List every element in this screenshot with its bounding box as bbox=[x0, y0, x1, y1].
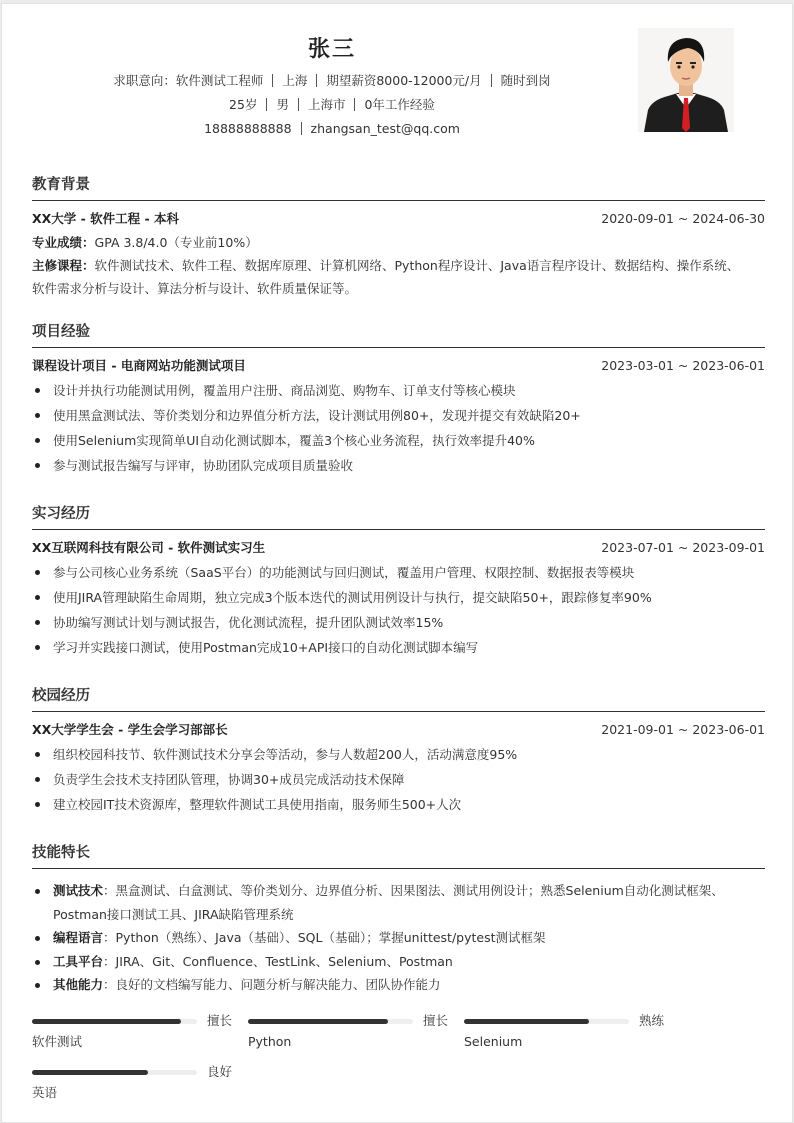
skill-detail: ：黑盒测试、白盒测试、等价类划分、边界值分析、因果图法、测试用例设计；熟悉Selenium自动化测试框架、 bbox=[103, 883, 724, 898]
divider bbox=[301, 122, 302, 135]
skill-detail: ：Python（熟练）、Java（基础）、SQL（基础）；掌握unittest/pytest测试框架 bbox=[103, 930, 546, 945]
phone-number: 18888888888 bbox=[204, 121, 292, 136]
email-address: zhangsan_test@qq.com bbox=[310, 121, 460, 136]
internship-bullets bbox=[32, 560, 765, 660]
resume-page bbox=[1, 3, 793, 1123]
divider bbox=[266, 98, 267, 111]
skill-bar-python bbox=[248, 1012, 448, 1062]
skill-track bbox=[32, 1019, 197, 1024]
expected-salary: 期望薪资8000-12000元/月 bbox=[326, 73, 482, 88]
age: 25岁 bbox=[229, 97, 258, 112]
campus-entry-header bbox=[32, 720, 765, 742]
internship-entry-header bbox=[32, 538, 765, 560]
skill-name: 软件测试 bbox=[32, 1034, 83, 1049]
campus-bullets bbox=[32, 742, 765, 817]
list-item bbox=[32, 973, 765, 997]
skill-bar-english bbox=[32, 1063, 232, 1113]
list-item: 使用Selenium实现简单UI自动化测试脚本，覆盖3个核心业务流程，执行效率提升40% bbox=[32, 428, 765, 453]
gpa-value: GPA 3.8/4.0（专业前10%） bbox=[94, 235, 258, 250]
gpa-line bbox=[32, 231, 765, 254]
campus-entry-title: XX大学学生会 - 学生会学习部部长 bbox=[32, 722, 228, 737]
skill-level: 熟练 bbox=[639, 1013, 665, 1028]
section-title: 校园经历 bbox=[32, 685, 765, 712]
candidate-name: 张三 bbox=[307, 37, 356, 62]
avatar-photo bbox=[638, 28, 734, 132]
gpa-label: 专业成绩： bbox=[32, 235, 95, 250]
education-entry-header bbox=[32, 209, 765, 231]
list-item: 组织校园科技节、软件测试技术分享会等活动，参与人数超200人，活动满意度95% bbox=[32, 742, 765, 767]
list-item: 设计并执行功能测试用例，覆盖用户注册、商品浏览、购物车、订单支付等核心模块 bbox=[32, 378, 765, 403]
skill-track bbox=[464, 1019, 629, 1024]
project-bullets bbox=[32, 378, 765, 478]
project-entry-title: 课程设计项目 - 电商网站功能测试项目 bbox=[32, 358, 246, 373]
courses-line bbox=[32, 254, 765, 277]
job-intent: 求职意向：软件测试工程师 bbox=[113, 73, 264, 88]
skill-category: 测试技术 bbox=[53, 883, 104, 898]
courses-line-2: 软件需求分析与设计、算法分析与设计、软件质量保证等。 bbox=[32, 281, 358, 296]
resume-header bbox=[2, 4, 794, 154]
skill-bar-selenium bbox=[464, 1012, 664, 1062]
internship-date: 2023-07-01 ~ 2023-09-01 bbox=[601, 540, 765, 555]
internship-entry-title: XX互联网科技有限公司 - 软件测试实习生 bbox=[32, 540, 266, 555]
skill-detail: Postman接口测试工具、JIRA缺陷管理系统 bbox=[53, 906, 294, 922]
skill-category: 工具平台 bbox=[53, 953, 104, 969]
skill-fill bbox=[248, 1019, 388, 1024]
project-date: 2023-03-01 ~ 2023-06-01 bbox=[601, 358, 765, 373]
education-date: 2020-09-01 ~ 2024-06-30 bbox=[601, 211, 765, 226]
campus-section bbox=[32, 685, 765, 817]
skill-track bbox=[32, 1070, 197, 1075]
section-title: 实习经历 bbox=[32, 503, 765, 530]
gender: 男 bbox=[276, 97, 289, 112]
skills-bullets bbox=[32, 879, 765, 997]
education-section bbox=[32, 174, 765, 300]
list-item bbox=[32, 950, 765, 974]
list-item: 协助编写测试计划与测试报告，优化测试流程，提升团队测试效率15% bbox=[32, 610, 765, 635]
skill-track bbox=[248, 1019, 413, 1024]
job-intent-line bbox=[2, 72, 662, 90]
skill-name: 英语 bbox=[32, 1085, 58, 1100]
personal-info-line bbox=[2, 96, 662, 114]
work-experience: 0年工作经验 bbox=[364, 97, 435, 112]
contact-line bbox=[2, 120, 662, 138]
list-item bbox=[32, 926, 765, 950]
list-item: 建立校园IT技术资源库，整理软件测试工具使用指南，服务师生500+人次 bbox=[32, 792, 765, 817]
internship-section bbox=[32, 503, 765, 660]
list-item: 使用JIRA管理缺陷生命周期，独立完成3个版本迭代的测试用例设计与执行，提交缺陷50+，跟踪修复率90% bbox=[32, 585, 765, 610]
skill-category: 编程语言 bbox=[53, 930, 104, 945]
skill-name: Python bbox=[248, 1034, 292, 1049]
residence: 上海市 bbox=[307, 97, 346, 112]
list-item: 学习并实践接口测试，使用Postman完成10+API接口的自动化测试脚本编写 bbox=[32, 635, 765, 660]
courses-label: 主修课程： bbox=[32, 258, 95, 273]
skill-name: Selenium bbox=[464, 1034, 523, 1049]
section-title: 技能特长 bbox=[32, 842, 765, 869]
skill-level: 擅长 bbox=[207, 1013, 233, 1028]
courses-value: 软件测试技术、软件工程、数据库原理、计算机网络、Python程序设计、Java语言程序设计、数据结构、操作系统、 bbox=[94, 258, 740, 273]
availability: 随时到岗 bbox=[500, 73, 551, 88]
education-entry-title: XX大学 - 软件工程 - 本科 bbox=[32, 211, 180, 226]
skill-detail: ：良好的文档编写能力、问题分析与解决能力、团队协作能力 bbox=[103, 977, 441, 992]
skill-level: 良好 bbox=[207, 1064, 233, 1079]
project-entry-header bbox=[32, 356, 765, 378]
list-item: 负责学生会技术支持团队管理，协调30+成员完成活动技术保障 bbox=[32, 767, 765, 792]
divider bbox=[272, 74, 273, 87]
skills-section bbox=[32, 842, 765, 997]
divider bbox=[491, 74, 492, 87]
section-title: 教育背景 bbox=[32, 174, 765, 201]
skill-fill bbox=[32, 1070, 148, 1075]
skill-category: 其他能力 bbox=[53, 977, 104, 992]
campus-date: 2021-09-01 ~ 2023-06-01 bbox=[601, 722, 765, 737]
divider bbox=[316, 74, 317, 87]
list-item: 使用黑盒测试法、等价类划分和边界值分析方法，设计测试用例80+，发现并提交有效缺陷20+ bbox=[32, 403, 765, 428]
intent-city: 上海 bbox=[282, 73, 308, 88]
projects-section bbox=[32, 321, 765, 478]
list-item: 参与测试报告编写与评审，协助团队完成项目质量验收 bbox=[32, 453, 765, 478]
section-title: 项目经验 bbox=[32, 321, 765, 348]
skill-fill bbox=[32, 1019, 181, 1024]
list-item: 参与公司核心业务系统（SaaS平台）的功能测试与回归测试，覆盖用户管理、权限控制、数据报表等模块 bbox=[32, 560, 765, 585]
skill-level: 擅长 bbox=[423, 1013, 449, 1028]
skill-detail: ：JIRA、Git、Confluence、TestLink、Selenium、Postman bbox=[103, 953, 453, 969]
skill-bar-software-testing bbox=[32, 1012, 232, 1062]
avatar-icon bbox=[638, 28, 734, 132]
list-item bbox=[32, 879, 765, 926]
divider bbox=[298, 98, 299, 111]
skill-fill bbox=[464, 1019, 589, 1024]
divider bbox=[354, 98, 355, 111]
